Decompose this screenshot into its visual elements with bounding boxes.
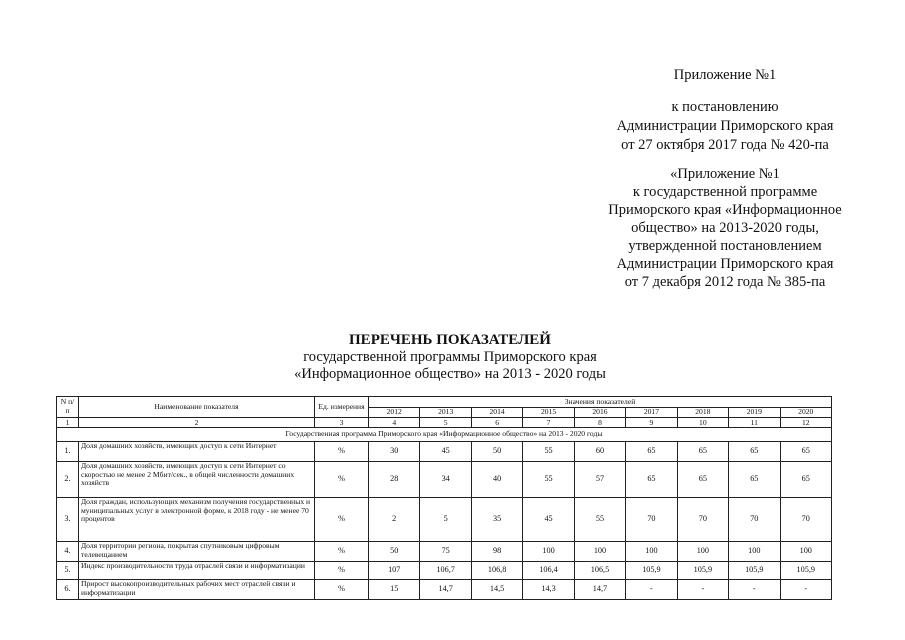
- row-value: 70: [729, 498, 780, 542]
- row-value: 65: [729, 442, 780, 462]
- header-year: 2020: [780, 408, 832, 418]
- column-number: 5: [420, 418, 471, 428]
- row-value: 50: [471, 442, 522, 462]
- row-value: 75: [420, 542, 471, 562]
- header-year: 2019: [729, 408, 780, 418]
- row-value: 98: [471, 542, 522, 562]
- table-row: [57, 580, 832, 600]
- row-value: 45: [523, 498, 574, 542]
- column-number: 10: [677, 418, 728, 428]
- row-value: 65: [626, 462, 677, 498]
- appendix-line: «Приложение №1: [670, 166, 780, 182]
- row-name: Доля территории региона, покрытая спутниковым цифровым телевещанием: [79, 542, 315, 562]
- table-row: [57, 542, 832, 562]
- title-line: государственной программы Приморского края: [303, 349, 597, 365]
- title-line: «Информационное общество» на 2013 - 2020 годы: [294, 366, 606, 382]
- row-value: 70: [780, 498, 832, 542]
- header-num: N п/п: [57, 397, 79, 418]
- row-value: 14,3: [523, 580, 574, 600]
- title-line: ПЕРЕЧЕНЬ ПОКАЗАТЕЛЕЙ: [349, 332, 551, 348]
- row-number: 3.: [57, 498, 79, 542]
- header-unit: Ед. измерения: [315, 397, 369, 418]
- column-number: 3: [315, 418, 369, 428]
- row-value: 34: [420, 462, 471, 498]
- appendix-line: от 7 декабря 2012 года № 385-па: [624, 274, 826, 290]
- row-value: 15: [369, 580, 420, 600]
- row-value: 55: [523, 462, 574, 498]
- row-unit: %: [315, 580, 369, 600]
- header-year: 2018: [677, 408, 728, 418]
- row-name: Доля домашних хозяйств, имеющих доступ к сети Интернет со скоростью не менее 2 Мбит/сек., в общей численности домашних хозяйств: [79, 462, 315, 498]
- row-name: Индекс производительности труда отраслей связи и информатизации: [79, 562, 315, 580]
- appendix-line: к государственной программе: [632, 184, 818, 200]
- row-value: 55: [574, 498, 625, 542]
- row-value: 100: [677, 542, 728, 562]
- row-name: Доля граждан, использующих механизм получения государственных и муниципальных услуг в электронной форме, к 2018 году - не менее 70 процентов: [79, 498, 315, 542]
- row-value: 5: [420, 498, 471, 542]
- column-number: 9: [626, 418, 677, 428]
- row-value: 106,4: [523, 562, 574, 580]
- row-value: 45: [420, 442, 471, 462]
- appendix-program: [560, 165, 890, 291]
- row-value: 107: [369, 562, 420, 580]
- row-name: Доля домашних хозяйств, имеющих доступ к сети Интернет: [79, 442, 315, 462]
- row-value: 65: [780, 442, 832, 462]
- row-value: 105,9: [780, 562, 832, 580]
- row-value: 14,7: [420, 580, 471, 600]
- column-number: 8: [574, 418, 625, 428]
- column-number: 12: [780, 418, 832, 428]
- row-value: 100: [574, 542, 625, 562]
- row-value: 70: [677, 498, 728, 542]
- header-values: Значения показателей: [369, 397, 832, 408]
- header-year: 2013: [420, 408, 471, 418]
- row-unit: %: [315, 542, 369, 562]
- table-row: [57, 442, 832, 462]
- row-value: -: [677, 580, 728, 600]
- header-name: Наименование показателя: [79, 397, 315, 418]
- table-row: [57, 462, 832, 498]
- row-value: 57: [574, 462, 625, 498]
- row-number: 1.: [57, 442, 79, 462]
- row-value: 30: [369, 442, 420, 462]
- row-value: 14,7: [574, 580, 625, 600]
- column-number: 4: [369, 418, 420, 428]
- row-value: 40: [471, 462, 522, 498]
- row-number: 5.: [57, 562, 79, 580]
- appendix-line: от 27 октября 2017 года № 420-па: [621, 137, 829, 153]
- header-year: 2017: [626, 408, 677, 418]
- appendix-line: утвержденной постановлением: [628, 238, 822, 254]
- row-value: 65: [729, 462, 780, 498]
- row-value: 100: [626, 542, 677, 562]
- row-value: 100: [780, 542, 832, 562]
- header-year: 2015: [523, 408, 574, 418]
- document-title: [200, 332, 700, 383]
- row-value: 105,9: [729, 562, 780, 580]
- row-value: 2: [369, 498, 420, 542]
- appendix-header: [560, 66, 890, 155]
- appendix-line: Администрации Приморского края: [616, 256, 834, 272]
- row-unit: %: [315, 562, 369, 580]
- column-number: 11: [729, 418, 780, 428]
- appendix-line: к постановлению: [671, 99, 779, 115]
- row-value: -: [626, 580, 677, 600]
- column-number: 2: [79, 418, 315, 428]
- row-value: -: [780, 580, 832, 600]
- appendix-line: Приморского края «Информационное: [608, 202, 842, 218]
- row-value: 65: [780, 462, 832, 498]
- row-value: 105,9: [677, 562, 728, 580]
- row-unit: %: [315, 498, 369, 542]
- row-value: 65: [677, 442, 728, 462]
- row-value: 55: [523, 442, 574, 462]
- column-number: 1: [57, 418, 79, 428]
- row-name: Прирост высокопроизводительных рабочих мест отраслей связи и информатизации: [79, 580, 315, 600]
- row-number: 4.: [57, 542, 79, 562]
- header-year: 2012: [369, 408, 420, 418]
- row-value: -: [729, 580, 780, 600]
- row-unit: %: [315, 442, 369, 462]
- row-value: 60: [574, 442, 625, 462]
- row-value: 65: [626, 442, 677, 462]
- row-value: 70: [626, 498, 677, 542]
- row-value: 50: [369, 542, 420, 562]
- row-value: 105,9: [626, 562, 677, 580]
- indicators-table: [56, 396, 832, 600]
- row-unit: %: [315, 462, 369, 498]
- column-number: 7: [523, 418, 574, 428]
- table-row: [57, 562, 832, 580]
- appendix-line: Администрации Приморского края: [616, 118, 834, 134]
- appendix-line: Приложение №1: [673, 67, 777, 83]
- row-value: 65: [677, 462, 728, 498]
- row-number: 6.: [57, 580, 79, 600]
- appendix-line: общество» на 2013-2020 годы,: [631, 220, 819, 236]
- row-value: 106,8: [471, 562, 522, 580]
- column-number: 6: [471, 418, 522, 428]
- row-value: 35: [471, 498, 522, 542]
- row-value: 28: [369, 462, 420, 498]
- header-year: 2016: [574, 408, 625, 418]
- row-value: 106,5: [574, 562, 625, 580]
- row-value: 106,7: [420, 562, 471, 580]
- section-header: Государственная программа Приморского края «Информационное общество» на 2013 - 2020 годы: [57, 428, 832, 442]
- table-row: [57, 498, 832, 542]
- row-value: 100: [729, 542, 780, 562]
- row-number: 2.: [57, 462, 79, 498]
- row-value: 14,5: [471, 580, 522, 600]
- header-year: 2014: [471, 408, 522, 418]
- row-value: 100: [523, 542, 574, 562]
